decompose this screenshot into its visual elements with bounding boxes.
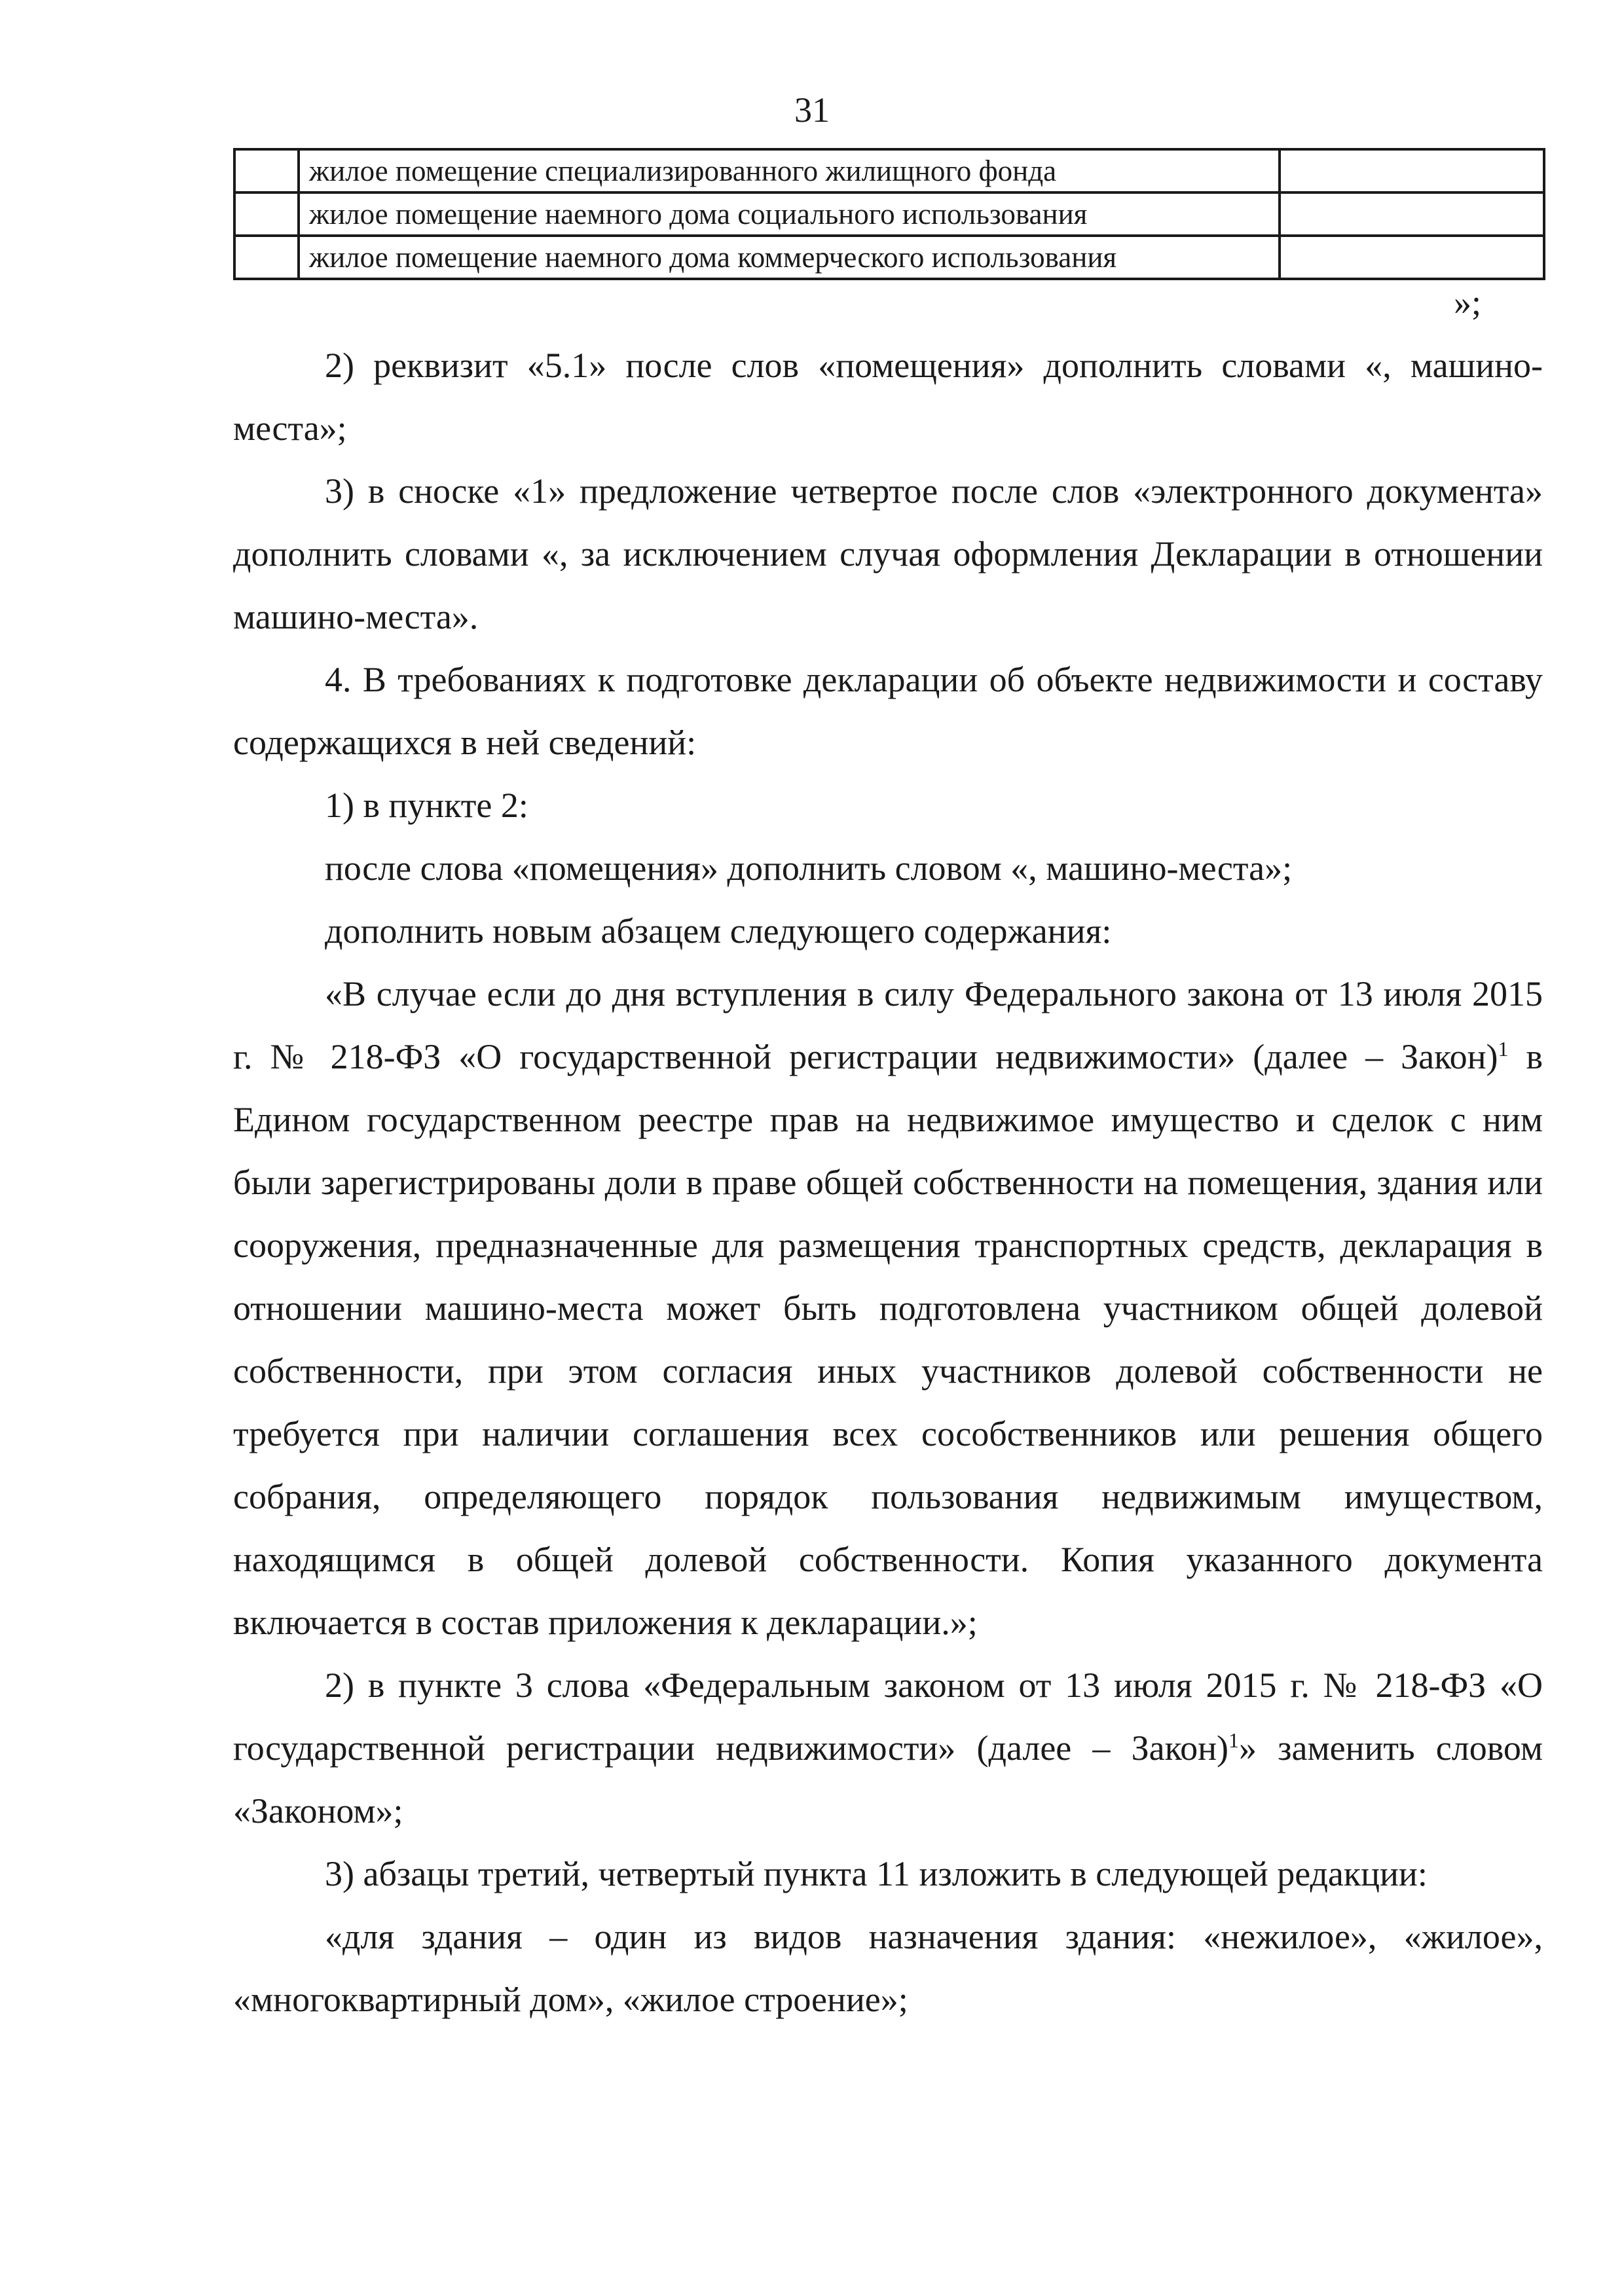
value-cell[interactable] xyxy=(1280,149,1544,192)
table-row xyxy=(234,192,1544,236)
subitem-2-part-2: » заменить словом «Законом»; xyxy=(233,1728,1543,1831)
document-body xyxy=(233,334,1543,2031)
quoted-text-part-1: «В случае если до дня вступления в силу Федерального закона от 13 июля 2015 г. № 218-ФЗ «О государственной регистрации недвижимости» (далее – Закон) xyxy=(233,974,1543,1076)
paragraph-building-purpose: «для здания – один из видов назначения здания: «нежилое», «жилое», «многоквартирный дом», «жилое строение»; xyxy=(233,1917,1543,2019)
table-row xyxy=(234,236,1544,279)
table-row xyxy=(234,149,1544,192)
paragraph-subitem-3: 3) абзацы третий, четвертый пункта 11 изложить в следующей редакции: xyxy=(325,1854,1428,1893)
value-cell[interactable] xyxy=(1280,192,1544,236)
checkbox-cell[interactable] xyxy=(234,192,299,236)
checkbox-cell[interactable] xyxy=(234,236,299,279)
paragraph-item-3: 3) в сноске «1» предложение четвертое после слов «электронного документа» дополнить словами «, за исключением случая оформления Декларации в отношении машино-места». xyxy=(233,471,1543,636)
paragraph-subitem-2 xyxy=(233,1654,1543,1842)
value-cell[interactable] xyxy=(1280,236,1544,279)
housing-type-table xyxy=(233,148,1545,280)
row-label: жилое помещение специализированного жилищного фонда xyxy=(299,149,1280,192)
row-label: жилое помещение наемного дома коммерческого использования xyxy=(299,236,1280,279)
paragraph-section-4: 4. В требованиях к подготовке декларации об объекте недвижимости и составу содержащихся в ней сведений: xyxy=(233,660,1543,762)
paragraph-item-2: 2) реквизит «5.1» после слов «помещения» дополнить словами «, машино-места»; xyxy=(233,346,1543,448)
footnote-marker: 1 xyxy=(1498,1037,1509,1061)
row-label: жилое помещение наемного дома социального использования xyxy=(299,192,1280,236)
paragraph-quoted-text xyxy=(233,962,1543,1654)
subitem-2-part-1: 2) в пункте 3 слова «Федеральным законом от 13 июля 2015 г. № 218-ФЗ «О государственной регистрации недвижимости» (далее – Закон) xyxy=(233,1666,1543,1768)
paragraph-new-abzats: дополнить новым абзацем следующего содержания: xyxy=(325,911,1112,951)
checkbox-cell[interactable] xyxy=(234,149,299,192)
quoted-text-part-2: в Едином государственном реестре прав на недвижимое имущество и сделок с ним были зарегистрированы доли в праве общей собственности на помещения, здания или сооружения, предназначенные для размещения транспортных средств, декларация в отношении машино-места может быть подготовлена участником общей долевой собственности, при этом согласия иных участников долевой собственности не требуется при наличии соглашения всех сособственников или решения общего собрания, определяющего порядок пользования недвижимым имуществом, находящимся в общей долевой собственности. Копия указанного документа включается в состав приложения к декларации.»; xyxy=(233,1037,1543,1642)
paragraph-subitem-1: 1) в пункте 2: xyxy=(325,786,528,825)
page-number: 31 xyxy=(794,90,830,130)
table-closing-quote: »; xyxy=(1454,283,1482,322)
footnote-marker: 1 xyxy=(1228,1728,1239,1752)
paragraph-amendment: после слова «помещения» дополнить словом «, машино-места»; xyxy=(325,848,1293,888)
